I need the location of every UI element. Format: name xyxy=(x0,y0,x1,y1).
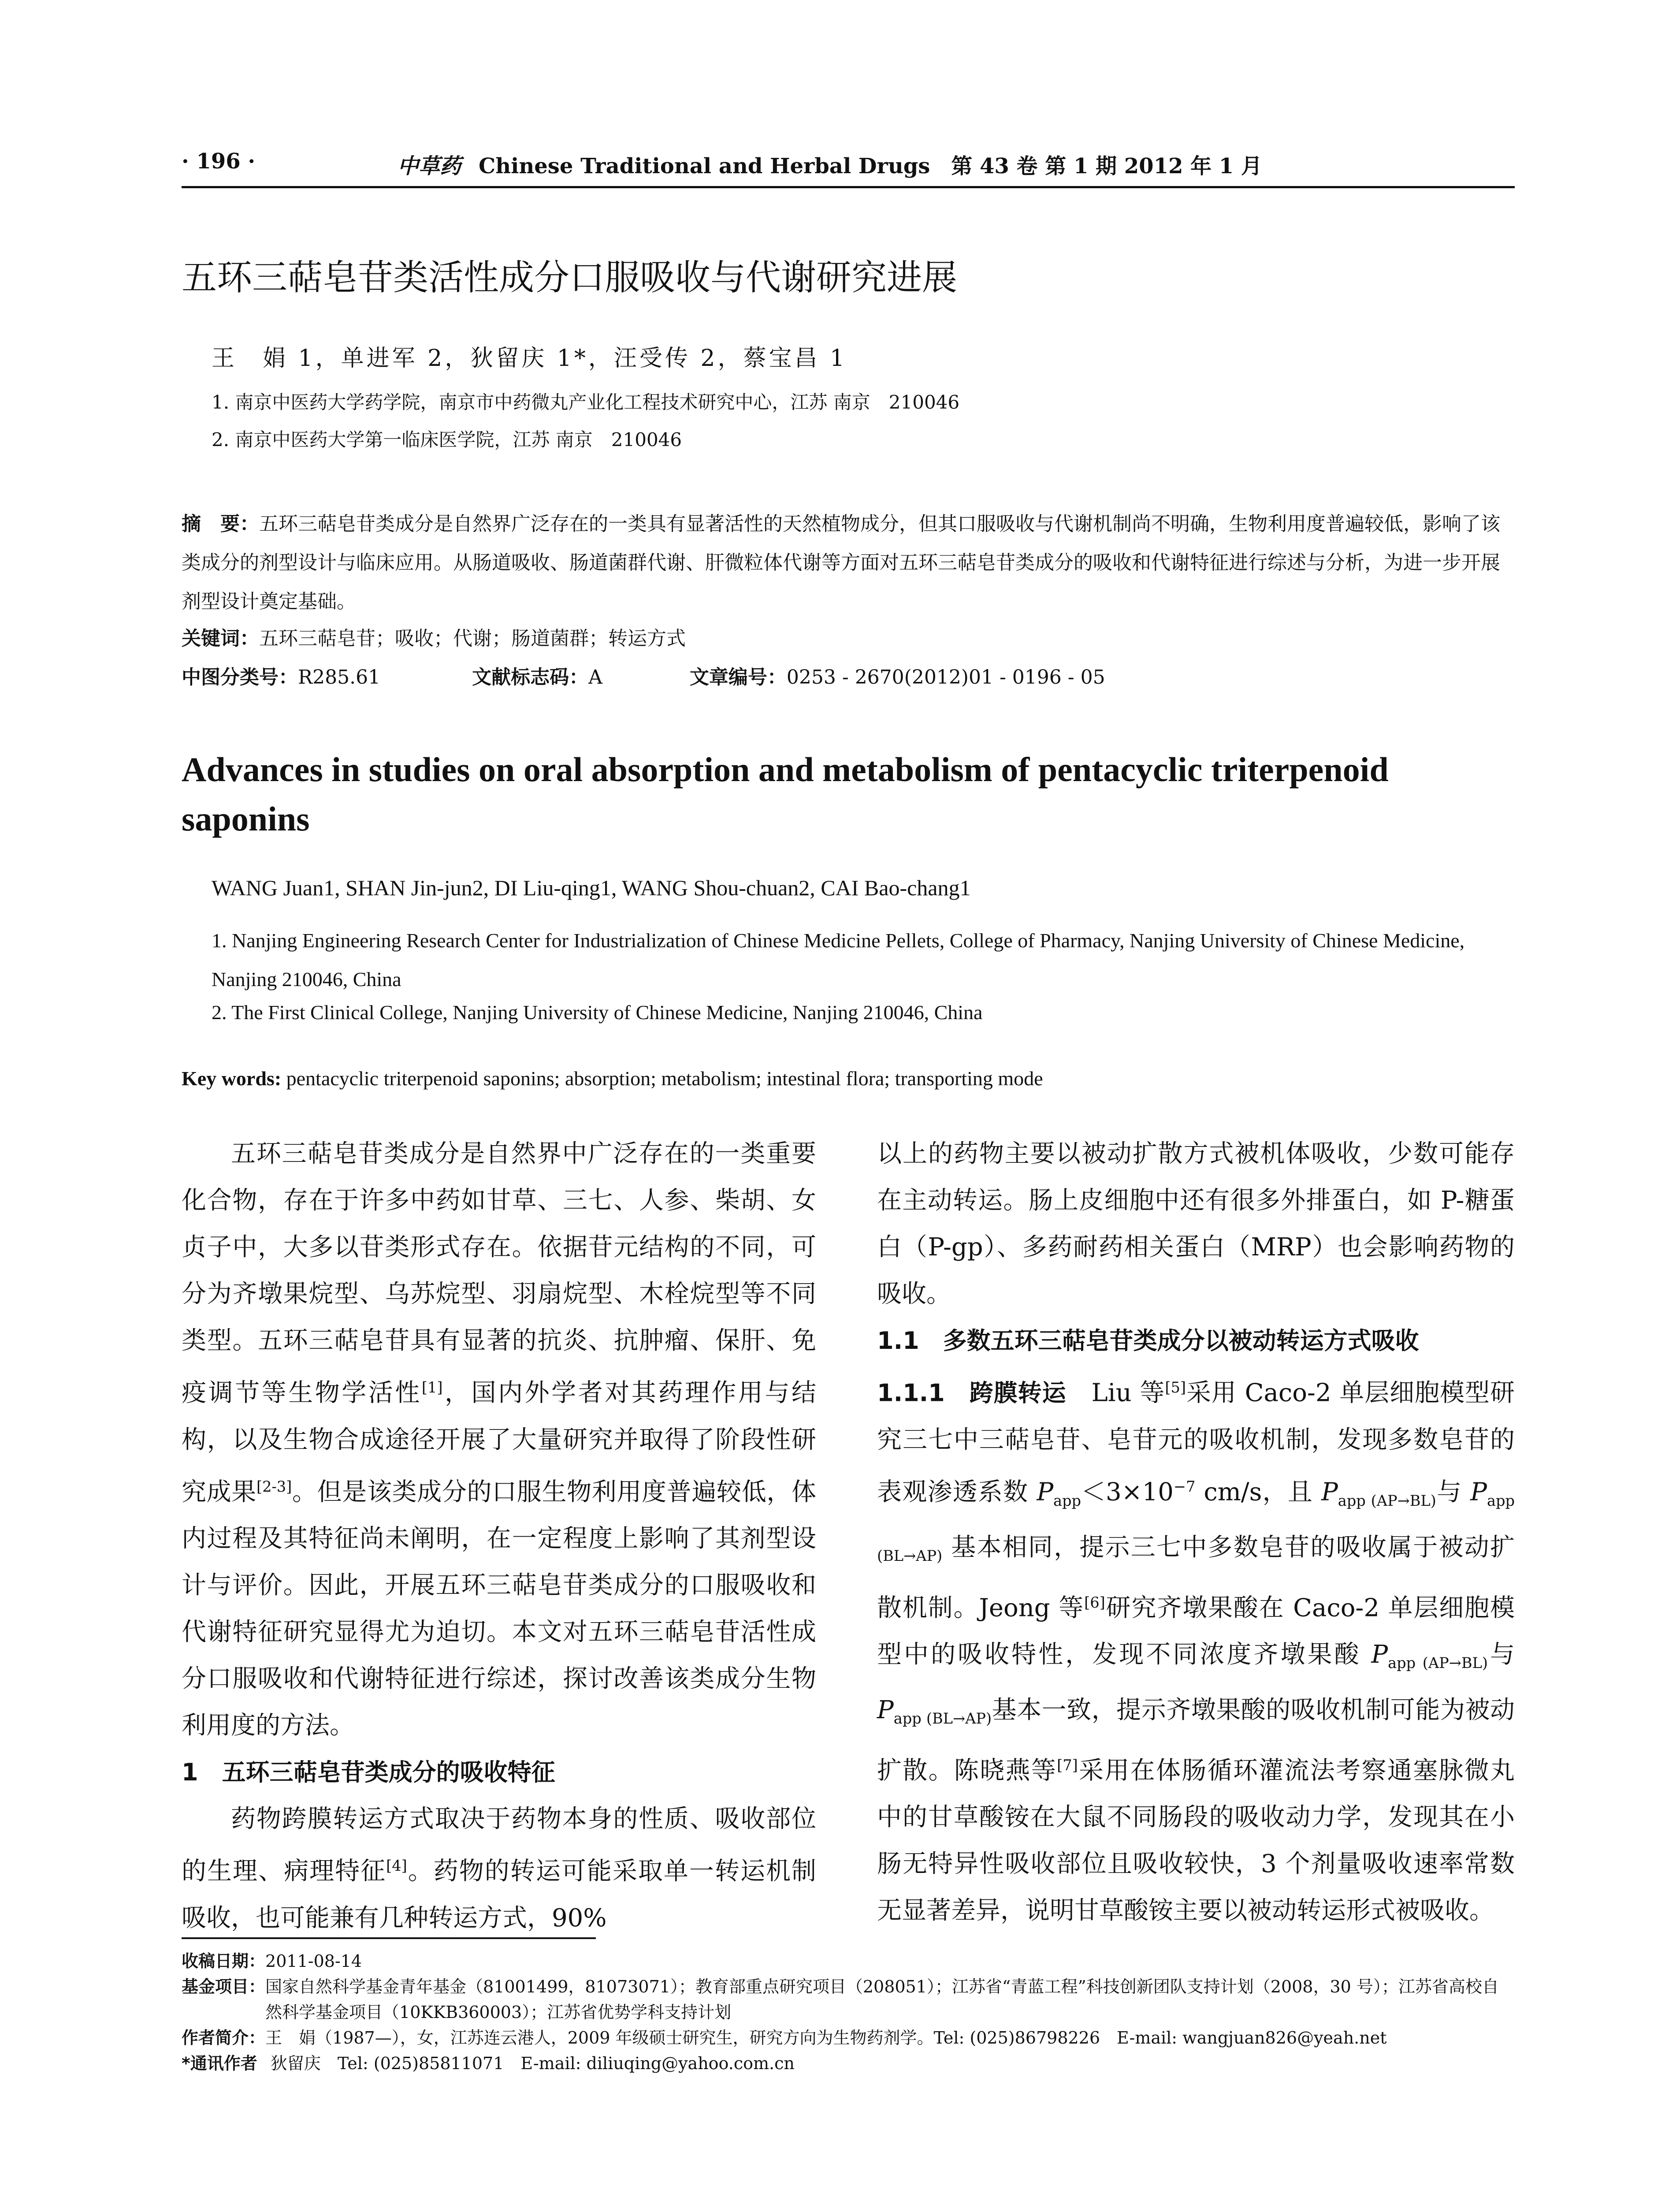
intro-text-1: 五环三萜皂苷类成分是自然界中广泛存在的一类重要化合物，存在于许多中药如甘草、三七、人参、柴胡、女贞子中，大多以苷类形式存在。依据苷元结构的不同，可分为齐墩果烷型、乌苏烷型、羽扇烷型、木栓烷型等不同类型。五环三萜皂苷具有显著的抗炎、抗肿瘤、保肝、免疫调节等生物学活性 xyxy=(182,1139,816,1407)
authors-cn: 王 娟 1，单进军 2，狄留庆 1*，汪受传 2，蔡宝昌 1 xyxy=(212,345,847,372)
text-s4: cm/s，且 xyxy=(1195,1478,1322,1507)
papp-ap-bl: app (AP→BL) xyxy=(1338,1492,1436,1509)
clc-label: 中图分类号： xyxy=(182,666,298,689)
section-heading-1-1: 1.1 多数五环三萜皂苷类成分以被动转运方式吸收 xyxy=(877,1327,1419,1355)
papp-symbol: P xyxy=(1371,1640,1388,1669)
footnote-divider xyxy=(182,1937,596,1939)
text-s5: 与 xyxy=(1436,1478,1471,1507)
intro-text-2: ，国内外学者对其药理作用与结构，以及生物合成途径开展了大量研究并取得了阶段性研究成果 xyxy=(182,1378,817,1507)
text-s6: 基本相同，提示三七中多数皂苷的吸收属于被动扩散机制。Jeong 等 xyxy=(877,1533,1515,1623)
article-title-cn: 五环三萜皂苷类活性成分口服吸收与代谢研究进展 xyxy=(182,257,957,298)
article-no-value: 0253 - 2670(2012)01 - 0196 - 05 xyxy=(786,666,1105,689)
text-s3: ＜3×10 xyxy=(1081,1478,1174,1507)
paragraph-1-1-1 xyxy=(877,1364,1515,1934)
paragraph-continued: 以上的药物主要以被动扩散方式被机体吸收，少数可能存在主动转运。肠上皮细胞中还有很多外排蛋白，如 P-糖蛋白（P-gp）、多药耐药相关蛋白（MRP）也会影响药物的吸收。 xyxy=(877,1139,1515,1308)
section1-text-2: 。药物的转运可能采取单一转运机制吸收，也可能兼有几种转运方式，90% xyxy=(182,1857,816,1932)
papp-symbol: P xyxy=(1470,1478,1487,1507)
papp-ap-bl: app (AP→BL) xyxy=(1388,1654,1488,1672)
citation-7: [7] xyxy=(1057,1756,1078,1774)
body-column-right xyxy=(877,1131,1515,1934)
exponent: −7 xyxy=(1173,1478,1196,1495)
authors-en: WANG Juan1, SHAN Jin-jun2, DI Liu-qing1, WANG Shou-chuan2, CAI Bao-chang1 xyxy=(212,875,971,900)
text-s1: Liu 等 xyxy=(1066,1378,1165,1407)
abstract-text: 五环三萜皂苷类成分是自然界广泛存在的一类具有显著活性的天然植物成分，但其口服吸收与代谢机制尚不明确，生物利用度普遍较低，影响了该类成分的剂型设计与临床应用。从肠道吸收、肠道菌群代谢、肝微粒体代谢等方面对五环三萜皂苷类成分的吸收和代谢特征进行综述与分析，为进一步开展剂型设计奠定基础。 xyxy=(182,513,1500,613)
footnote-received xyxy=(182,1948,1515,1974)
keywords-label: 关键词： xyxy=(182,627,259,650)
affiliation-cn-2: 2. 南京中医药大学第一临床医学院，江苏 南京 210046 xyxy=(212,429,682,450)
papp-symbol: P xyxy=(877,1695,894,1724)
section-heading-1-1-1: 1.1.1 跨膜转运 xyxy=(877,1379,1067,1407)
paragraph-section-1 xyxy=(182,1796,816,1942)
clc-value: R285.61 xyxy=(298,666,381,689)
papp-bl-ap: app (BL→AP) xyxy=(893,1709,992,1727)
text-s8: 基本一致，提示齐墩果酸的吸收机制可能为被动扩散。陈晓燕等 xyxy=(877,1695,1515,1785)
text-s9: 采用在体肠循环灌流法考察通塞脉微丸中的甘草酸铵在大鼠不同肠段的吸收动力学，发现其在小肠无特异性吸收部位且吸收较快，3 个剂量吸收速率常数无显著差异，说明甘草酸铵主要以被动转运形式被吸收。 xyxy=(877,1756,1515,1925)
footnote-label: 作者简介： xyxy=(182,2028,266,2048)
doc-code-label: 文献标志码： xyxy=(472,666,589,689)
footnote-corresponding xyxy=(182,2051,1515,2076)
footnotes xyxy=(182,1948,1515,2076)
papp-symbol: P xyxy=(1037,1478,1053,1507)
footnote-text: 王 娟（1987—），女，江苏连云港人，2009 年级硕士研究生，研究方向为生物药剂学。Tel: (025)86798226 E-mail: wangjuan826@yeah.net xyxy=(265,2028,1387,2048)
doc-code-value: A xyxy=(588,666,602,689)
citation-5: [5] xyxy=(1165,1379,1186,1396)
body-column-left xyxy=(182,1131,816,1942)
papp-bl-ap: app (BL→AP) xyxy=(877,1492,1515,1564)
article-title-en: Advances in studies on oral absorption and metabolism of pentacyclic triterpenoid saponins xyxy=(182,750,1389,838)
footnote-author-bio xyxy=(182,2025,1515,2051)
citation-1: [1] xyxy=(421,1379,443,1396)
keywords-cn xyxy=(182,622,686,651)
article-no-label: 文章编号： xyxy=(689,666,787,689)
citation-6: [6] xyxy=(1084,1593,1105,1611)
footnote-label: 基金项目： xyxy=(182,1977,266,1996)
abstract-label: 摘 要： xyxy=(182,513,259,535)
footnote-funding xyxy=(182,1974,1515,2025)
journal-issue: Chinese Traditional and Herbal Drugs 第 43 卷 第 1 期 2012 年 1 月 xyxy=(479,154,1262,179)
footnote-text: 2011-08-14 xyxy=(265,1951,362,1971)
journal-logo-text: 中草药 xyxy=(398,154,461,179)
papp-symbol: P xyxy=(1321,1478,1338,1507)
intro-text-3: 。但是该类成分的口服生物利用度普遍较低，体内过程及其特征尚未阐明，在一定程度上影响了其剂型设计与评价。因此，开展五环三萜皂苷类成分的口服吸收和代谢特征研究显得尤为迫切。本文对五环三萜皂苷活性成分口服吸收和代谢特征进行综述，探讨改善该类成分生物利用度的方法。 xyxy=(182,1478,817,1740)
journal-name xyxy=(398,149,1262,179)
keywords-text: 五环三萜皂苷；吸收；代谢；肠道菌群；转运方式 xyxy=(259,627,686,650)
footnote-label: 收稿日期： xyxy=(182,1951,266,1971)
section-heading-1: 1 五环三萜皂苷类成分的吸收特征 xyxy=(182,1758,555,1787)
text-s7: 研究齐墩果酸在 Caco-2 单层细胞模型中的吸收特性，发现不同浓度齐墩果酸 xyxy=(877,1593,1515,1669)
affiliation-en-2: 2. The First Clinical College, Nanjing University of Chinese Medicine, Nanjing 210046, China xyxy=(212,1001,983,1024)
citation-4: [4] xyxy=(386,1857,407,1875)
affiliation-en-1: 1. Nanjing Engineering Research Center for Industrialization of Chinese Medicine Pellets, College of Pharmacy, Nanjing University of Chinese Medicine, Nanjing 210046, China xyxy=(212,929,1465,990)
classification-line xyxy=(182,661,1105,689)
running-header xyxy=(182,145,1515,188)
paragraph-intro xyxy=(182,1131,816,1749)
text-s2: 采用 Caco-2 单层细胞模型研究三七中三萜皂苷、皂苷元的吸收机制，发现多数皂苷的表观渗透系数 xyxy=(877,1378,1515,1507)
section1-text-1: 药物跨膜转运方式取决于药物本身的性质、吸收部位的生理、病理特征 xyxy=(182,1805,816,1886)
footnote-label: *通讯作者 xyxy=(182,2054,257,2073)
page-number: · 196 · xyxy=(182,149,256,174)
footnote-text: 狄留庆 Tel: (025)85811071 E-mail: diliuqing@yahoo.com.cn xyxy=(270,2054,795,2073)
abstract-cn xyxy=(182,505,1515,621)
footnote-text: 国家自然科学基金青年基金（81001499，81073071）；教育部重点研究项目（208051）；江苏省“青蓝工程”科技创新团队支持计划（2008，30 号）；江苏省高校自然科学基金项目（10KKB360003）；江苏省优势学科支持计划 xyxy=(265,1977,1499,2022)
papp-subscript: app xyxy=(1053,1492,1082,1509)
keywords-en-text: pentacyclic triterpenoid saponins; absorption; metabolism; intestinal flora; transporting mode xyxy=(286,1067,1043,1090)
keywords-en xyxy=(182,1067,1043,1090)
text-s5: 与 xyxy=(1487,1640,1515,1669)
affiliation-cn-1: 1. 南京中医药大学药学院，南京市中药微丸产业化工程技术研究中心，江苏 南京 210046 xyxy=(212,391,960,413)
keywords-en-label: Key words: xyxy=(182,1067,282,1090)
citation-2-3: [2-3] xyxy=(256,1478,292,1495)
